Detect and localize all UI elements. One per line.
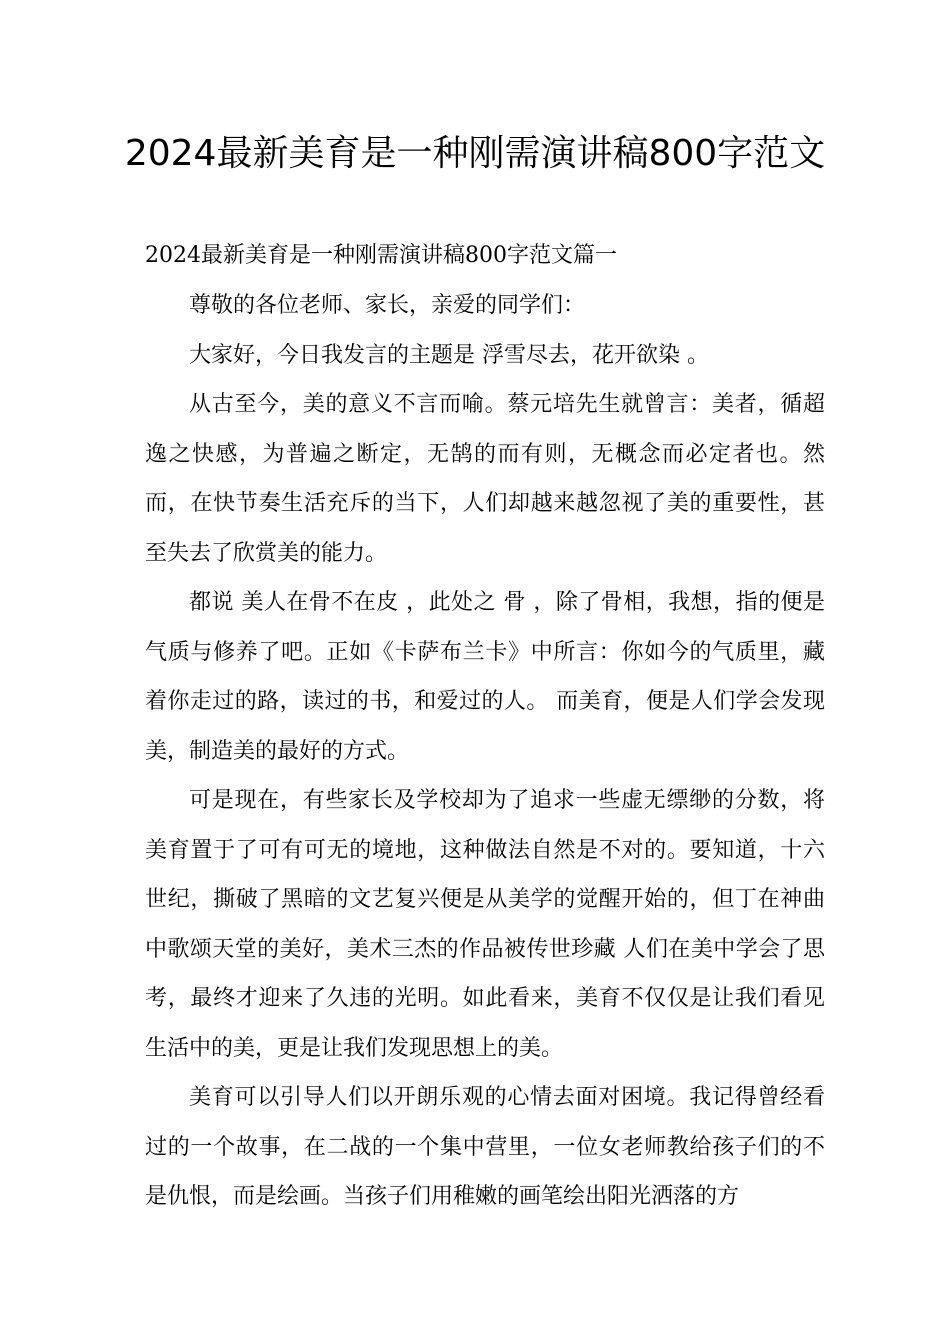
paragraph: 可是现在，有些家长及学校却为了追求一些虚无缥缈的分数，将美育置于了可有可无的境地，这种做法自然是不对的。要知道，十六世纪，撕破了黑暗的文艺复兴便是从美学的觉醒开始的，但丁在神曲中歌颂天堂的美好，美术三杰的作品被传世珍藏 人们在美中学会了思考，最终才迎来了久违的光明。如此看来，美育不仅仅是让我们看见生活中的美，更是让我们发现思想上的美。: [145, 788, 825, 1061]
document-title: 2024最新美育是一种刚需演讲稿800字范文: [124, 133, 826, 174]
paragraph: 美育可以引导人们以开朗乐观的心情去面对困境。我记得曾经看过的一个故事，在二战的一个集中营里，一位女老师教给孩子们的不是仇恨，而是绘画。当孩子们用稚嫩的画笔绘出阳光洒落的方: [145, 1085, 825, 1209]
paragraph: 从古至今，美的意义不言而喻。蔡元培先生就曾言：美者，循超逸之快感，为普遍之断定，无鹄的而有则，无概念而必定者也。然而，在快节奏生活充斥的当下，人们却越来越忽视了美的重要性，甚至失去了欣赏美的能力。: [145, 392, 825, 566]
section-heading: 2024最新美育是一种刚需演讲稿800字范文篇一: [145, 243, 617, 268]
paragraph: 都说 美人在骨不在皮 ，此处之 骨 ，除了骨相，我想，指的便是气质与修养了吧。正如《卡萨布兰卡》中所言：你如今的气质里，藏着你走过的路，读过的书，和爱过的人。 而美育，便是人们学会发现美，制造美的最好的方式。: [145, 590, 825, 764]
paragraph-opening: 大家好，今日我发言的主题是 浮雪尽去，花开欲染 。: [189, 342, 709, 368]
paragraph-greeting: 尊敬的各位老师、家长，亲爱的同学们：: [189, 293, 586, 318]
document-body: [145, 236, 825, 1222]
